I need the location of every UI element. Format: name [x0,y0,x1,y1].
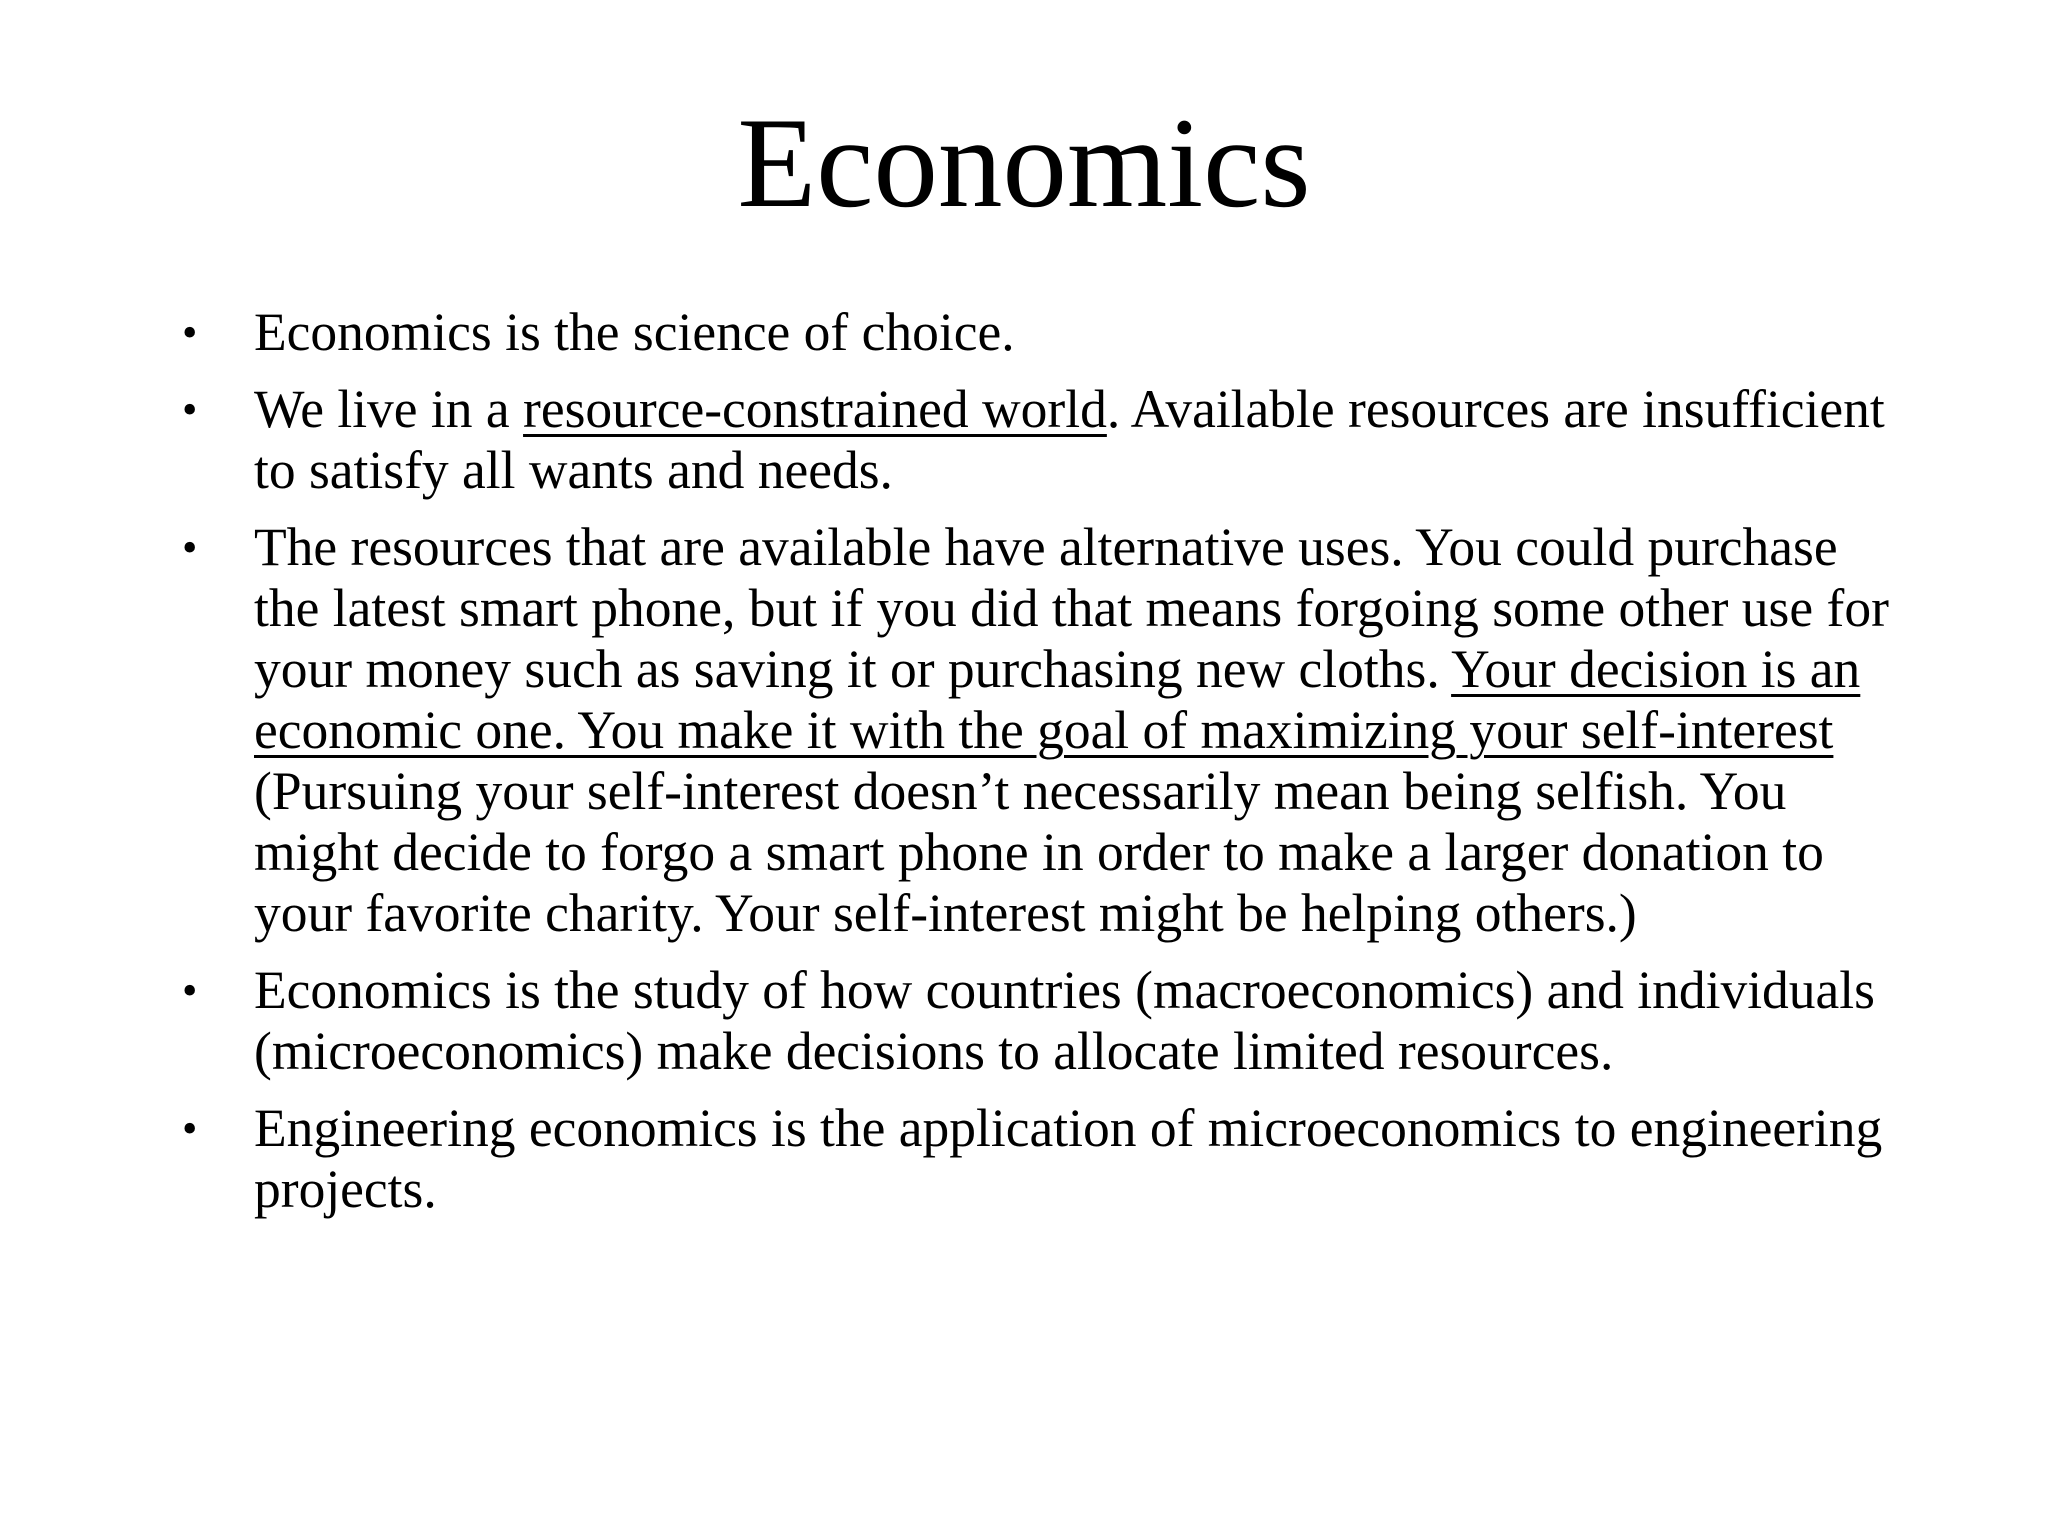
bullet-icon: • [182,523,198,572]
bullet-item [0,302,1894,363]
underlined-phrase: resource-constrained world [523,379,1107,439]
bullet-text: (Pursuing your self-interest doesn’t necessarily mean being selfish. You might decide to forgo a smart phone in order to make a larger donation to your favorite charity. Your self-interest might be helping others.) [254,761,1824,943]
bullet-item [0,1098,1894,1220]
bullet-text: Engineering economics is the application of microeconomics to engineering projects. [254,1098,1883,1219]
bullet-item [0,517,1894,944]
bullet-icon: • [182,385,198,434]
slide-title: Economics [737,91,1311,234]
bullet-text: We live in a [254,379,524,439]
bullet-icon: • [182,966,198,1015]
underlined-phrase: Your decision is an economic one. You make it with the goal of maximizing your self-interest [254,639,1861,760]
bullet-text: Economics is the science of choice. [254,302,1015,362]
bullet-text: The resources that are available have alternative uses. You could purchase the latest smart phone, but if you did that means forgoing some other use for your money such as saving it or purchasing new cloths. [254,517,1889,699]
bullet-icon: • [182,1104,198,1153]
bullet-text: Economics is the study of how countries (macroeconomics) and individuals (microeconomics) make decisions to allocate limited resources. [254,960,1875,1081]
bullet-item [0,960,1894,1082]
bullet-text: . Available resources are insufficient to satisfy all wants and needs. [254,379,1885,500]
bullet-item [0,379,1894,501]
bullet-icon: • [182,308,198,357]
bullet-list [0,302,2048,1236]
